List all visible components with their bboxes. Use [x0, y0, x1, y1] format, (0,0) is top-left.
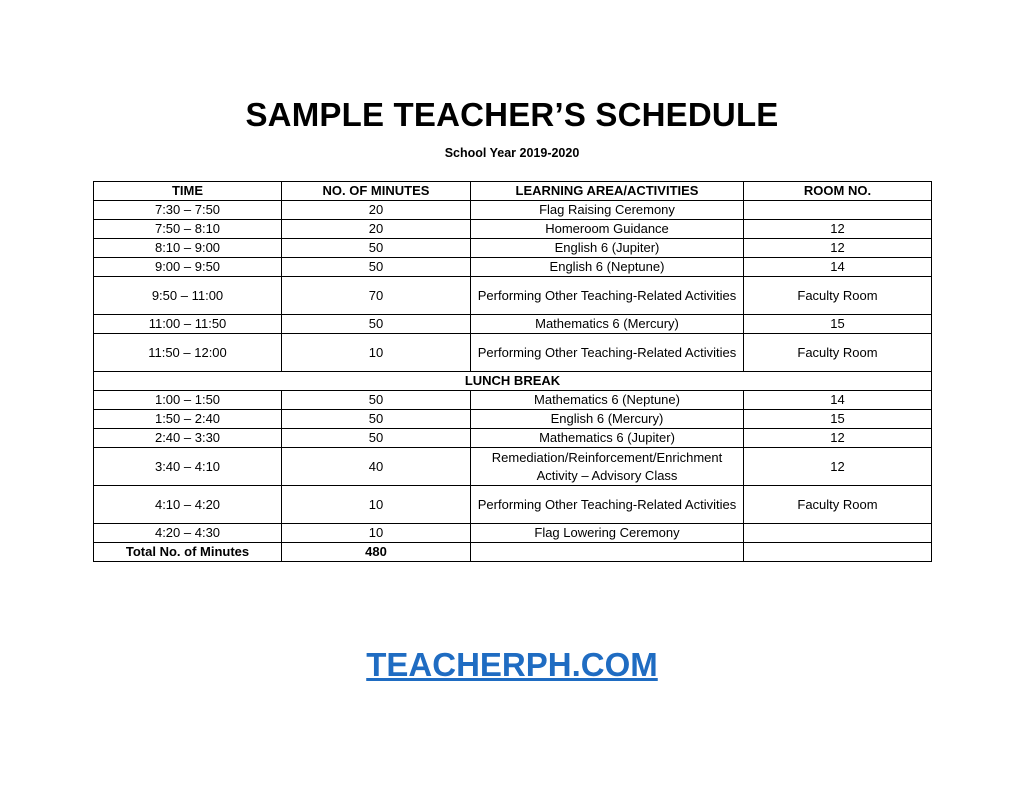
cell-room: 12 — [744, 239, 932, 258]
cell-time: 1:50 – 2:40 — [94, 410, 282, 429]
header-activities: LEARNING AREA/ACTIVITIES — [471, 182, 744, 201]
cell-time: 2:40 – 3:30 — [94, 429, 282, 448]
page-subtitle: School Year 2019-2020 — [444, 146, 580, 160]
table-header-row — [94, 182, 932, 201]
table-row — [94, 410, 932, 429]
cell-minutes: 50 — [282, 410, 471, 429]
cell-room: 15 — [744, 315, 932, 334]
cell-activity: Mathematics 6 (Mercury) — [471, 315, 744, 334]
cell-activity: Performing Other Teaching-Related Activities — [471, 277, 744, 315]
header-time: TIME — [94, 182, 282, 201]
table-row — [94, 448, 932, 486]
cell-time: 3:40 – 4:10 — [94, 448, 282, 486]
cell-activity: English 6 (Mercury) — [471, 410, 744, 429]
total-label: Total No. of Minutes — [94, 543, 282, 562]
cell-activity: Homeroom Guidance — [471, 220, 744, 239]
header-minutes: NO. OF MINUTES — [282, 182, 471, 201]
cell-room: 12 — [744, 448, 932, 486]
cell-room: Faculty Room — [744, 277, 932, 315]
table-row — [94, 334, 932, 372]
cell-minutes: 50 — [282, 239, 471, 258]
cell-time: 7:30 – 7:50 — [94, 201, 282, 220]
lunch-break-label: LUNCH BREAK — [94, 372, 932, 391]
table-row — [94, 391, 932, 410]
cell-time: 8:10 – 9:00 — [94, 239, 282, 258]
cell-activity: Flag Raising Ceremony — [471, 201, 744, 220]
cell-time: 11:00 – 11:50 — [94, 315, 282, 334]
cell-minutes: 70 — [282, 277, 471, 315]
cell-minutes: 50 — [282, 315, 471, 334]
table-row — [94, 524, 932, 543]
cell-room — [744, 201, 932, 220]
cell-activity: Mathematics 6 (Jupiter) — [471, 429, 744, 448]
table-row — [94, 486, 932, 524]
lunch-break-row — [94, 372, 932, 391]
cell-minutes: 10 — [282, 524, 471, 543]
teacherph-link[interactable]: TEACHERPH.COM — [366, 646, 658, 683]
cell-minutes: 10 — [282, 334, 471, 372]
cell-activity: Performing Other Teaching-Related Activities — [471, 486, 744, 524]
cell-time: 9:50 – 11:00 — [94, 277, 282, 315]
total-row — [94, 543, 932, 562]
cell-time: 11:50 – 12:00 — [94, 334, 282, 372]
cell-room: 12 — [744, 429, 932, 448]
cell-room: 15 — [744, 410, 932, 429]
table-row — [94, 429, 932, 448]
cell-activity: Mathematics 6 (Neptune) — [471, 391, 744, 410]
cell-minutes: 50 — [282, 391, 471, 410]
cell-room: Faculty Room — [744, 334, 932, 372]
cell-room: 12 — [744, 220, 932, 239]
cell-minutes: 20 — [282, 220, 471, 239]
cell-activity: English 6 (Neptune) — [471, 258, 744, 277]
table-row — [94, 239, 932, 258]
table-row — [94, 201, 932, 220]
cell-minutes: 10 — [282, 486, 471, 524]
cell-minutes: 50 — [282, 429, 471, 448]
cell-activity: Flag Lowering Ceremony — [471, 524, 744, 543]
table-row — [94, 220, 932, 239]
cell-time: 9:00 – 9:50 — [94, 258, 282, 277]
cell-room: Faculty Room — [744, 486, 932, 524]
cell-activity — [471, 543, 744, 562]
cell-activity: English 6 (Jupiter) — [471, 239, 744, 258]
cell-activity: Remediation/Reinforcement/Enrichment Activity – Advisory Class — [471, 448, 744, 486]
cell-time: 1:00 – 1:50 — [94, 391, 282, 410]
cell-room — [744, 524, 932, 543]
schedule-table — [93, 181, 932, 562]
cell-minutes: 20 — [282, 201, 471, 220]
cell-minutes: 50 — [282, 258, 471, 277]
cell-minutes: 40 — [282, 448, 471, 486]
cell-room: 14 — [744, 391, 932, 410]
table-row — [94, 277, 932, 315]
cell-time: 4:10 – 4:20 — [94, 486, 282, 524]
cell-room — [744, 543, 932, 562]
cell-time: 7:50 – 8:10 — [94, 220, 282, 239]
cell-time: 4:20 – 4:30 — [94, 524, 282, 543]
cell-room: 14 — [744, 258, 932, 277]
total-minutes: 480 — [282, 543, 471, 562]
header-room: ROOM NO. — [744, 182, 932, 201]
table-row — [94, 258, 932, 277]
table-row — [94, 315, 932, 334]
cell-activity: Performing Other Teaching-Related Activities — [471, 334, 744, 372]
page-title: SAMPLE TEACHER’S SCHEDULE — [245, 96, 779, 133]
